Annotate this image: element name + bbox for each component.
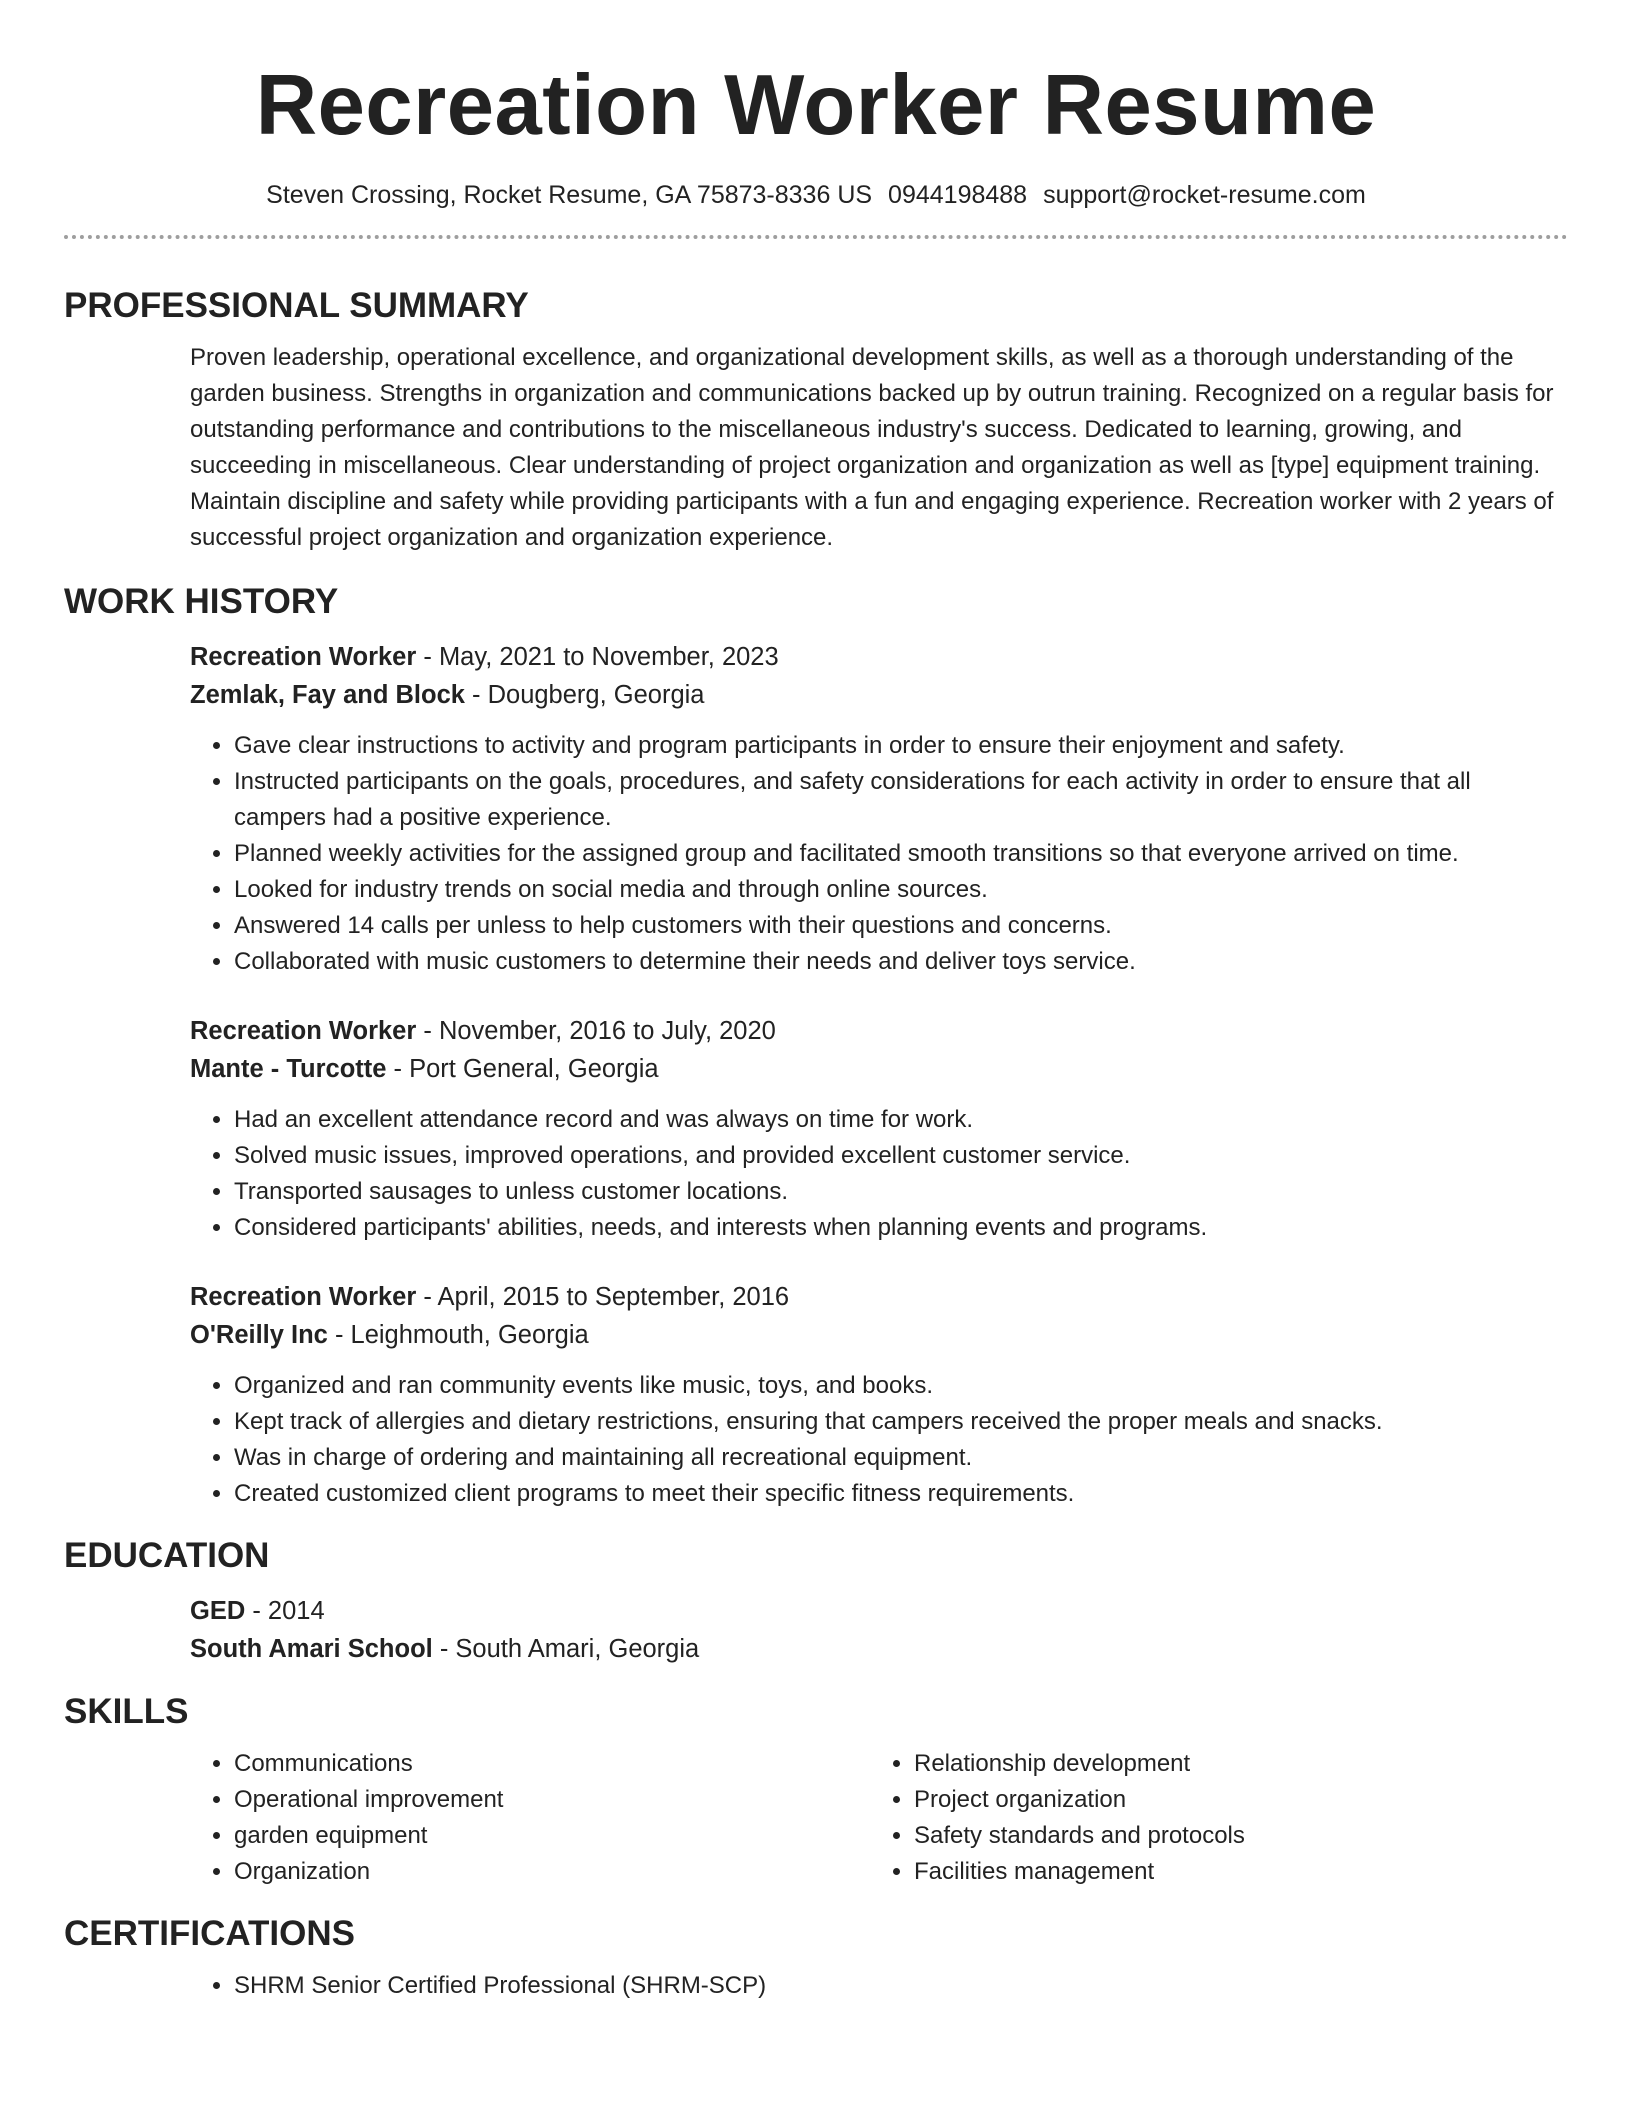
education-school-line: [190, 1630, 1568, 1668]
work-history-section: [64, 580, 1568, 1512]
job-dates: - November, 2016 to July, 2020: [416, 1017, 776, 1045]
job-company-line: [190, 1050, 1568, 1088]
list-item: • Transported sausages to unless customer locations.: [234, 1174, 1568, 1210]
skill-item: • Project organization: [914, 1782, 1550, 1818]
education-heading: EDUCATION: [64, 1536, 270, 1575]
skills-heading: SKILLS: [64, 1692, 189, 1731]
job-entry: [190, 638, 1568, 980]
contact-email: support@rocket-resume.com: [1043, 181, 1366, 209]
list-item: • Collaborated with music customers to determine their needs and deliver toys service.: [234, 944, 1568, 980]
job-title-line: [190, 1012, 1568, 1050]
job-dates: - May, 2021 to November, 2023: [416, 643, 779, 671]
job-company: Zemlak, Fay and Block: [190, 681, 465, 709]
skills-columns: [190, 1746, 1568, 1890]
education-section: [64, 1534, 1568, 1668]
summary-text: Proven leadership, operational excellence, and organizational development skills, as well as a thorough understanding of the garden business. Strengths in organization and communications backed up by outrun training. Recognized on a regular basis for outstanding performance and contributions to the miscellaneous industry's success. Dedicated to learning, growing, and succeeding in miscellaneous. Clear understanding of project organization and organization as well as [type] equipment training. Maintain discipline and safety while providing participants with a fun and engaging experience. Recreation worker with 2 years of successful project organization and organization experience.: [190, 344, 1554, 551]
skills-left-column: [190, 1746, 870, 1890]
job-bullets: [190, 1368, 1568, 1512]
list-item: • Considered participants' abilities, needs, and interests when planning events and programs.: [234, 1210, 1568, 1246]
skill-item: • garden equipment: [234, 1818, 870, 1854]
list-item: • Kept track of allergies and dietary restrictions, ensuring that campers received the proper meals and snacks.: [234, 1404, 1568, 1440]
job-title: Recreation Worker: [190, 643, 417, 671]
list-item: • Answered 14 calls per unless to help customers with their questions and concerns.: [234, 908, 1568, 944]
certifications-section: [64, 1912, 1568, 2004]
certification-item: • SHRM Senior Certified Professional (SHRM-SCP): [234, 1968, 1568, 2004]
job-title: Recreation Worker: [190, 1283, 417, 1311]
job-bullets: [190, 728, 1568, 980]
list-item: • Solved music issues, improved operations, and provided excellent customer service.: [234, 1138, 1568, 1174]
list-item: • Had an excellent attendance record and was always on time for work.: [234, 1102, 1568, 1138]
summary-heading: PROFESSIONAL SUMMARY: [64, 286, 529, 325]
list-item: • Planned weekly activities for the assigned group and facilitated smooth transitions so that everyone arrived on time.: [234, 836, 1568, 872]
job-entry: [190, 1278, 1568, 1512]
skills-right-column: [870, 1746, 1550, 1890]
job-bullets: [190, 1102, 1568, 1246]
job-company-line: [190, 1316, 1568, 1354]
job-company-line: [190, 676, 1568, 714]
list-item: • Instructed participants on the goals, procedures, and safety considerations for each activity in order to ensure that all campers had a positive experience.: [234, 764, 1568, 836]
list-item: • Organized and ran community events like music, toys, and books.: [234, 1368, 1568, 1404]
job-title-line: [190, 638, 1568, 676]
skill-item: • Relationship development: [914, 1746, 1550, 1782]
education-degree-line: [190, 1592, 1568, 1630]
skill-item: • Organization: [234, 1854, 870, 1890]
education-degree: GED: [190, 1597, 246, 1625]
list-item: • Created customized client programs to meet their specific fitness requirements.: [234, 1476, 1568, 1512]
job-company: Mante - Turcotte: [190, 1055, 387, 1083]
education-year: - 2014: [245, 1597, 325, 1625]
skill-item: • Communications: [234, 1746, 870, 1782]
certifications-list: [190, 1968, 1568, 2004]
work-history-heading: WORK HISTORY: [64, 582, 339, 621]
skills-section: [64, 1690, 1568, 1890]
education-school: South Amari School: [190, 1635, 433, 1663]
list-item: • Looked for industry trends on social media and through online sources.: [234, 872, 1568, 908]
job-dates: - April, 2015 to September, 2016: [416, 1283, 790, 1311]
job-title-line: [190, 1278, 1568, 1316]
skill-item: • Facilities management: [914, 1854, 1550, 1890]
resume-title: Recreation Worker Resume: [255, 58, 1377, 153]
contact-line: [64, 178, 1568, 212]
certifications-heading: CERTIFICATIONS: [64, 1914, 356, 1953]
skill-item: • Safety standards and protocols: [914, 1818, 1550, 1854]
job-entry: [190, 1012, 1568, 1246]
contact-address: Steven Crossing, Rocket Resume, GA 75873-8336 US: [266, 181, 873, 209]
skill-item: • Operational improvement: [234, 1782, 870, 1818]
job-company: O'Reilly Inc: [190, 1321, 328, 1349]
header-divider: [64, 235, 1568, 239]
education-location: - South Amari, Georgia: [432, 1635, 700, 1663]
summary-section: [64, 284, 1568, 556]
list-item: • Was in charge of ordering and maintaining all recreational equipment.: [234, 1440, 1568, 1476]
job-location: - Port General, Georgia: [386, 1055, 659, 1083]
job-location: - Dougberg, Georgia: [464, 681, 705, 709]
job-title: Recreation Worker: [190, 1017, 417, 1045]
contact-phone: 0944198488: [888, 181, 1028, 209]
list-item: • Gave clear instructions to activity and program participants in order to ensure their enjoyment and safety.: [234, 728, 1568, 764]
job-location: - Leighmouth, Georgia: [327, 1321, 589, 1349]
